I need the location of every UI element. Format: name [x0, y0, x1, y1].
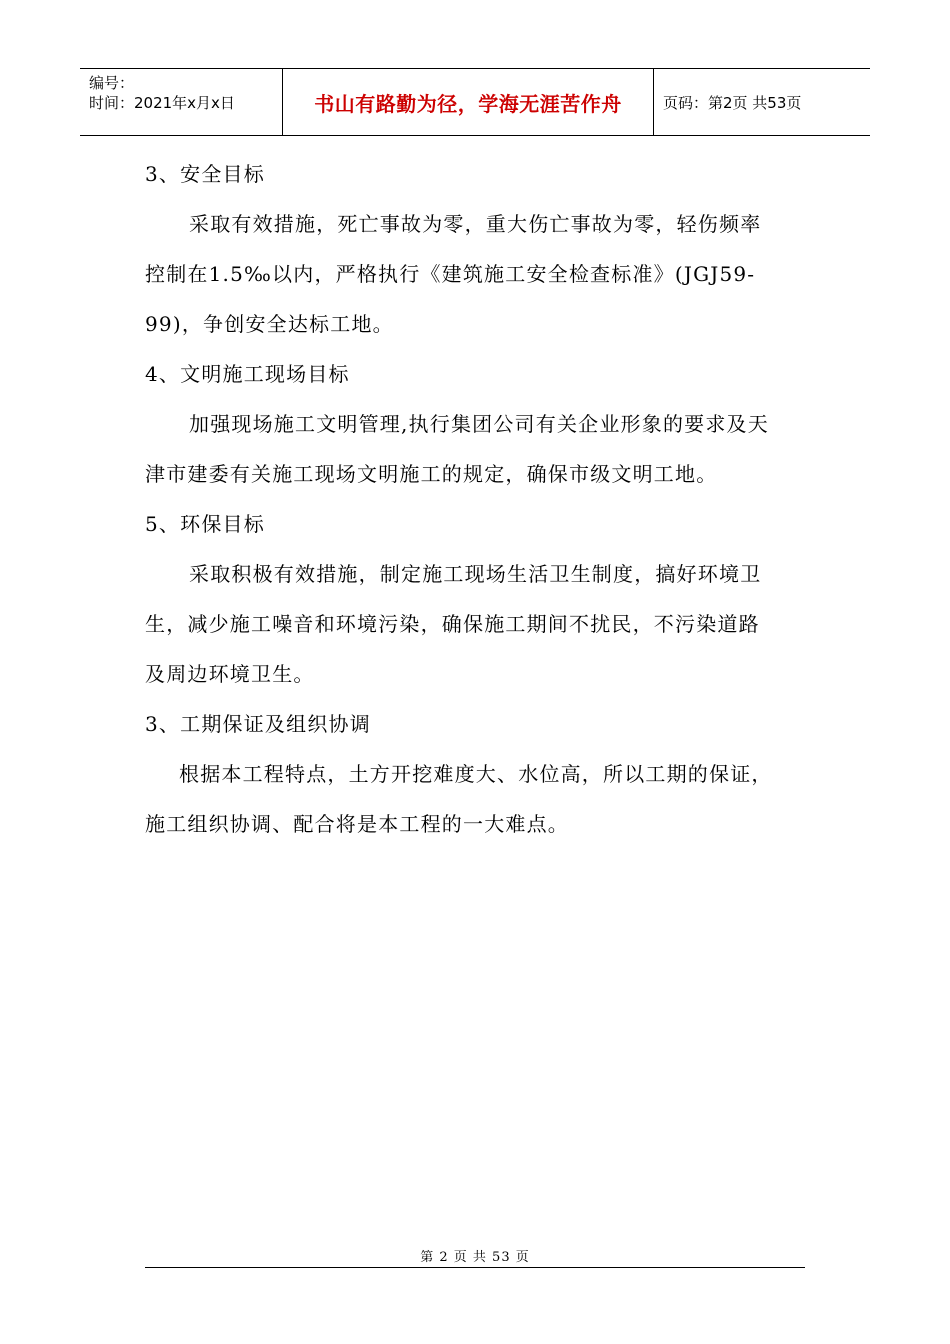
document-date-label: 时间：2021年x月x日 [89, 94, 235, 112]
header-page-info: 页码：第2页 共53页 [663, 93, 802, 112]
paragraph-line: 控制在1.5‰以内，严格执行《建筑施工安全检查标准》(JGJ59- [145, 262, 756, 286]
paragraph-line: 施工组织协调、配合将是本工程的一大难点。 [145, 812, 569, 836]
paragraph-line: 加强现场施工文明管理,执行集团公司有关企业形象的要求及天 [189, 412, 769, 436]
paragraph-line: 根据本工程特点，土方开挖难度大、水位高，所以工期的保证， [179, 762, 773, 786]
paragraph-line: 采取积极有效措施，制定施工现场生活卫生制度，搞好环境卫 [189, 562, 762, 586]
paragraph-line: 99)，争创安全达标工地。 [145, 312, 394, 336]
page-footer: 第 2 页 共 53 页 [420, 1250, 530, 1265]
section-heading-safety: 3、安全目标 [145, 162, 265, 186]
section-heading-environment: 5、环保目标 [145, 512, 265, 536]
header-meta-cell [80, 69, 282, 135]
page-header [80, 68, 870, 136]
section-heading-schedule: 3、工期保证及组织协调 [145, 712, 371, 736]
document-number-label: 编号： [89, 74, 135, 92]
paragraph-line: 津市建委有关施工现场文明施工的规定，确保市级文明工地。 [145, 462, 718, 486]
footer-divider [145, 1267, 805, 1268]
paragraph-line: 采取有效措施，死亡事故为零，重大伤亡事故为零，轻伤频率 [189, 212, 762, 236]
header-motto: 书山有路勤为径，学海无涯苦作舟 [282, 69, 654, 135]
paragraph-line: 生，减少施工噪音和环境污染，确保施工期间不扰民，不污染道路 [145, 612, 760, 636]
paragraph-line: 及周边环境卫生。 [145, 662, 315, 686]
section-heading-civilized-site: 4、文明施工现场目标 [145, 362, 350, 386]
